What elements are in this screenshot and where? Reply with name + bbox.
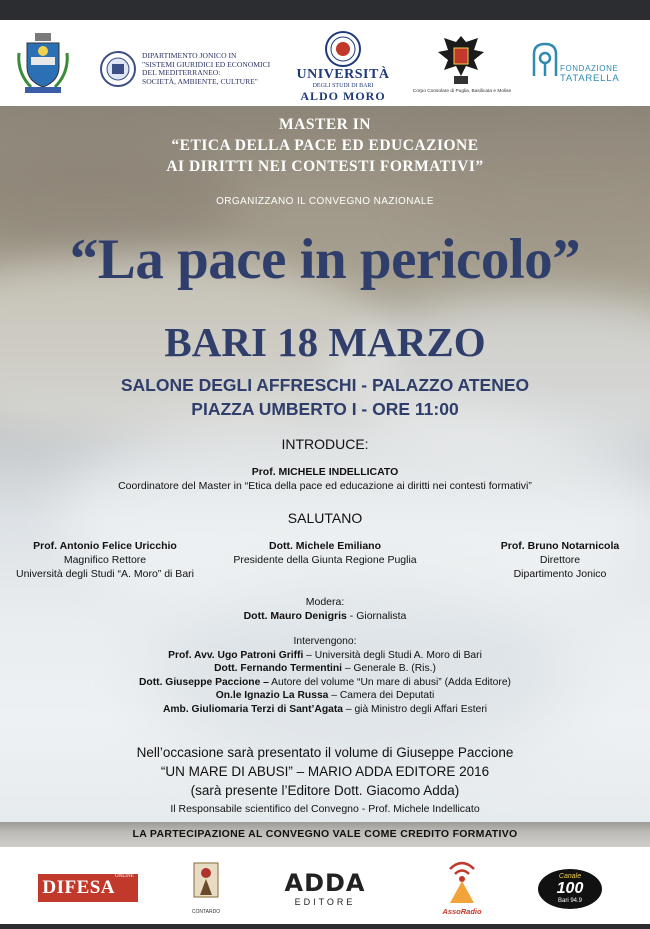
speaker-role: – Generale B. (Ris.) [342, 663, 436, 675]
saluto-name-1: Prof. Antonio Felice Uricchio [33, 540, 177, 552]
speaker-row [0, 662, 650, 676]
university-line-2: DEGLI STUDI DI BARI [312, 83, 374, 89]
university-line-1: UNIVERSITÀ [296, 67, 390, 82]
canale-frequency: Bari 94.9 [557, 898, 582, 904]
book-line-1: Nell’occasione sarà presentato il volume di Giuseppe Paccione [136, 745, 514, 760]
university-line-3: ALDO MORO [300, 89, 386, 103]
master-line-1: MASTER IN [279, 116, 371, 133]
moderator-name: Dott. Mauro Denigris [243, 610, 347, 622]
adda-logo [280, 871, 370, 909]
conference-date: BARI 18 MARZO [164, 319, 486, 365]
speaker-row [0, 676, 650, 690]
credit-bar [0, 822, 650, 847]
canale-label: Canale [558, 873, 582, 880]
difesa-logo [38, 874, 138, 902]
speaker-row [0, 689, 650, 703]
organizzano-text: ORGANIZZANO IL CONVEGNO NAZIONALE [216, 196, 434, 207]
top-dark-strip [0, 0, 650, 20]
saluto-person-2 [220, 539, 430, 567]
master-line-3: AI DIRITTI NEI CONTESTI FORMATIVI” [166, 158, 484, 175]
canale-100-logo [538, 869, 602, 909]
book-presentation [0, 743, 650, 819]
speaker-row [0, 703, 650, 717]
eagle-crest-icon [436, 32, 486, 88]
dipartimento-line-2: "SISTEMI GIURIDICI ED ECONOMICI [142, 59, 271, 69]
municipal-crest-icon [17, 33, 69, 97]
tatarella-logo-icon [530, 40, 560, 80]
saluto-person-1 [0, 539, 210, 581]
saluto-role-1a: Magnifico Rettore [63, 554, 147, 566]
modera-heading: Modera: [305, 596, 345, 608]
difesa-small-label: ONLINE [115, 874, 134, 879]
introduce-role: Coordinatore del Master in “Etica della pace ed educazione ai diritti nei contesti formativi” [118, 480, 532, 492]
speaker-role: – Università degli Studi A. Moro di Bari [303, 649, 482, 661]
bottom-dark-strip [0, 924, 650, 929]
university-name [293, 68, 393, 102]
speaker-name: Dott. Fernando Termentini [214, 663, 343, 675]
saluto-name-2: Dott. Michele Emiliano [268, 540, 381, 552]
sponsor-bar [0, 847, 650, 929]
saluto-person-3 [470, 539, 650, 581]
adda-editore-label: EDITORE [294, 897, 356, 907]
credit-text: LA PARTECIPAZIONE AL CONVEGNO VALE COME CREDITO FORMATIVO [132, 828, 518, 840]
tatarella-text [560, 64, 619, 84]
book-line-2: “UN MARE DI ABUSI” – MARIO ADDA EDITORE 2016 [160, 764, 490, 779]
speaker-role: Autore del volume “Un mare di abusi” (Adda Editore) [268, 676, 511, 688]
tatarella-label: TATARELLA [560, 73, 620, 84]
speaker-name: Prof. Avv. Ugo Patroni Griffi [168, 649, 304, 661]
intervengono-heading: Intervengono: [293, 636, 357, 647]
dipartimento-seal-icon [100, 51, 136, 87]
introduce-heading: INTRODUCE: [281, 436, 369, 452]
dipartimento-line-3: DEL MEDITERRANEO: [142, 68, 221, 78]
book-line-3: (sarà presente l’Editore Dott. Giacomo Adda) [190, 783, 460, 798]
introduce-name: Prof. MICHELE INDELLICATO [251, 466, 399, 478]
fondazione-label: FONDAZIONE [560, 64, 619, 73]
saluto-name-3: Prof. Bruno Notarnicola [500, 540, 620, 552]
university-seal-icon [325, 31, 361, 67]
difesa-label: DIFESA [42, 877, 116, 898]
dipartimento-text [142, 52, 270, 86]
speaker-row [0, 649, 650, 663]
canale-number: 100 [556, 880, 584, 897]
intervengono-block [0, 635, 650, 717]
contardo-logo-icon [192, 861, 220, 907]
logo-bar [0, 20, 650, 106]
adda-wordmark: ADDA [284, 869, 366, 897]
saluto-role-3a: Direttore [539, 554, 581, 566]
salutano-heading: SALUTANO [287, 510, 363, 526]
speaker-name: Dott. Giuseppe Paccione – [139, 676, 269, 688]
radio-tower-icon [440, 859, 484, 907]
speaker-role: – già Ministro degli Affari Esteri [343, 703, 488, 715]
saluto-role-2a: Presidente della Giunta Regione Puglia [233, 554, 417, 566]
master-line-2: “ETICA DELLA PACE ED EDUCAZIONE [171, 137, 479, 154]
speaker-role: – Camera dei Deputati [328, 690, 435, 702]
venue-line-1: SALONE DEGLI AFFRESCHI - PALAZZO ATENEO [120, 375, 530, 395]
modera-line [0, 610, 650, 622]
dipartimento-line-4: SOCIETÀ, AMBIENTE, CULTURE" [142, 76, 258, 86]
speaker-name: On.le Ignazio La Russa [215, 690, 329, 702]
contardo-label: CONTARDO [191, 909, 221, 915]
moderator-role: - Giornalista [346, 610, 407, 622]
venue-line-2: PIAZZA UMBERTO I - ORE 11:00 [191, 399, 459, 419]
saluto-role-1b: Università degli Studi “A. Moro” di Bari [16, 568, 194, 580]
conference-title: “La pace in pericolo” [69, 228, 581, 291]
assoradio-label: AssoRadio [442, 907, 482, 916]
scientific-responsible: Il Responsabile scientifico del Convegno - Prof. Michele Indellicato [170, 803, 480, 815]
speaker-name: Amb. Giuliomaria Terzi di Sant’Agata [162, 703, 343, 715]
master-heading [0, 114, 650, 177]
saluto-role-3b: Dipartimento Jonico [513, 568, 607, 580]
dipartimento-line-1: DIPARTIMENTO JONICO IN [142, 51, 237, 60]
corpo-consolare-text: Corpo Consolare di Puglia, Basilicata e Molise [412, 89, 512, 94]
venue-block [0, 373, 650, 421]
